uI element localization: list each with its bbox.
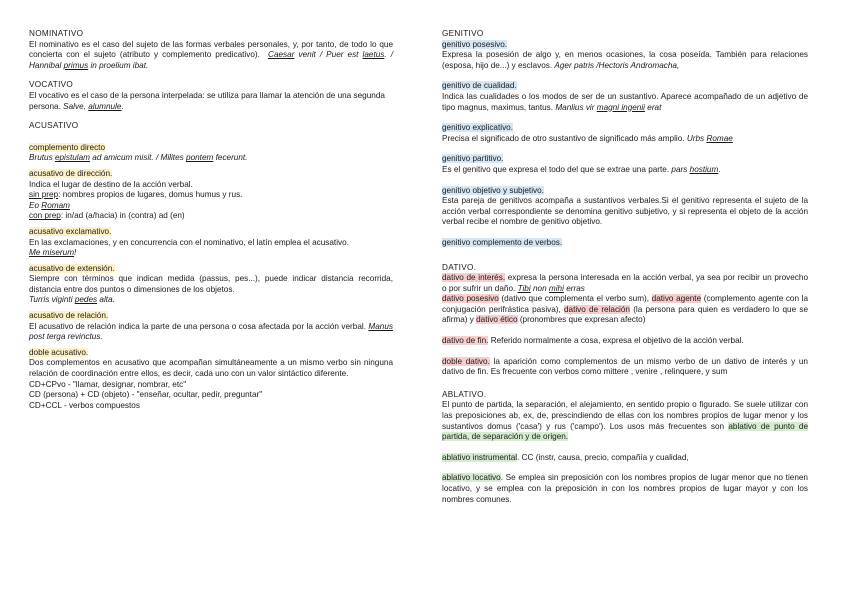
subheading-genitivo-partitivo: genitivo partitivo.	[442, 154, 504, 164]
subheading-dativo-posesivo: dativo posesivo	[442, 294, 499, 304]
subheading-acusativo-relacion: acusativo de relación.	[29, 311, 109, 321]
doble-line: CD+CPvo - "llamar, designar, nombrar, etc"	[29, 379, 187, 389]
extension-text: Siempre con términos que indican medida (passus, pes...), puede indicar distancia recorrida, distancia entre dos puntos o dimensiones de los objetos.	[29, 274, 393, 294]
subheading-genitivo-objetivo-subjetivo: genitivo objetivo y subjetivo.	[442, 185, 544, 195]
section-vocativo	[29, 80, 393, 112]
subheading-genitivo-posesivo: genitivo posesivo.	[442, 39, 508, 49]
subheading-ablativo-instrumental: ablativo instrumental	[442, 452, 518, 462]
subheading-dativo-relacion: dativo de relación	[563, 304, 630, 314]
example-word: alumnule	[88, 101, 122, 111]
subheading-doble-dativo: doble dativo.	[442, 356, 490, 366]
heading-dativo: DATIVO.	[442, 262, 477, 272]
vocativo-text: El vocativo es el caso de la persona interpelada: se utiliza para llamar la atención de una segunda persona. Salve, alumnule.	[29, 90, 385, 111]
section-acusativo: ACUSATIVO complemento directo Brutus epistulam ad amicum misit. / Milites pontem fecerunt. acusativo de dirección. Indica el lugar de destino de la acción verbal. sin prep: nombres propios de lugares, domus humus y rus. Eo Romam con prep: in/ad (a/hacia) in (contra) ad (en) acusativo exclamativo. En las exclamaciones, y en concurrencia con el nominativo, el latín emplea el acusativo. Me miserum! acusativo de extensión. Siempre con términos que indican medida (passus, pes...), puede indicar distancia recorrida, distancia entre dos puntos o dimensiones de los objetos. Turris viginti pedes alta. acusativo de relación. El acusativo de relación indica la parte de una persona o cosa afectada por la acción verbal. Manus post terga revinctus. doble acusativo. Dos complementos en acusativo que acompañan simultáneamente a un mismo verbo sin ninguna relación de coordinación entre ellos, es decir, cada uno con un valor sintáctico diferente. CD+CPvo - "llamar, designar, nombrar, etc" CD (persona) + CD (objeto) - "enseñar, ocultar, pedir, preguntar" CD+CCL - verbos compuestos	[29, 121, 393, 410]
relacion-text: El acusativo de relación indica la parte de una persona o cosa afectada por la acción verbal. Manus post terga revinctus.	[29, 321, 393, 342]
section-ablativo: ABLATIVO. El punto de partida, la separación, el alejamiento, en sentido propio o figurado. Se suele utilizar con las preposiciones ab, ex, de, prescindiendo de ellas con los nombres propios de lugar menor y los sustantivos domus ('casa') y rus ('campo'). Los usos más frecuentes son ablativo de punto de partida, de separación y de origen. ablativo instrumental. CC (instr, causa, precio, compañía y cualidad, ablativo locativo. Se emplea sin preposición con los nombres propios de lugar menor que no tienen locativo, y se emplea con la preposición in con los nombres propios de lugar mayor y con los nombres comunes.	[442, 389, 809, 504]
right-column	[442, 29, 808, 514]
example-word: Caesar	[268, 50, 295, 60]
left-column	[29, 29, 393, 420]
doble-line: CD+CCL - verbos compuestos	[29, 400, 140, 410]
subheading-acusativo-exclamativo: acusativo exclamativo.	[29, 226, 112, 236]
subheading-dativo-interes: dativo de interés.	[442, 273, 506, 283]
heading-genitivo: GENITIVO	[442, 29, 484, 38]
subheading-dativo-etico: dativo ético	[476, 315, 518, 325]
example-word: primus	[63, 60, 89, 70]
section-nominativo	[29, 29, 393, 71]
heading-nominativo: NOMINATIVO	[29, 29, 84, 38]
subheading-acusativo-extension: acusativo de extensión.	[29, 263, 115, 273]
subheading-complemento-directo: complemento directo	[29, 142, 105, 152]
subheading-dativo-agente: dativo agente	[651, 294, 702, 304]
exclamativo-text: En las exclamaciones, y en concurrencia con el nominativo, el latín emplea el acusativo.	[29, 237, 349, 247]
doble-acusativo-text: Dos complementos en acusativo que acompañan simultáneamente a un mismo verbo sin ninguna relación de coordinación entre ellos, es decir, cada uno con un valor sintáctico diferente.	[29, 358, 393, 379]
section-genitivo: GENITIVO genitivo posesivo. Expresa la posesión de algo y, en menos ocasiones, la cosa poseída. También para relaciones (esposa, hijo de...) y esclavos. Ager patris /Hectoris Andromacha, genitivo de cualidad. Indica las cualidades o los modos de ser de un sustantivo. Aparece acompañado de un adjetivo de tipo magnus, maximus, tantus. Manlius vir magni ingenii erat genitivo explicativo. Precisa el significado de otro sustantivo de significado más amplio. Urbs Romae genitivo partitivo. Es el genitivo que expresa el todo del que se extrae una parte. pars hostium. genitivo objetivo y subjetivo. Esta pareja de genitivos acompaña a sustantivos verbales.Si el genitivo representa el sujeto de la acción verbal correspondiente se denomina genitivo subjetivo, y si representa el objeto de la acción verbal recibe el nombre de genitivo objetivo. genitivo complemento de verbos.	[442, 29, 808, 247]
section-dativo: DATIVO. dativo de interés. expresa la persona interesada en la acción verbal, ya sea por recibir un provecho o por sufrir un daño. Tibi non mihi erras dativo posesivo (dativo que complementa el verbo sum), dativo agente (complemento agente con la conjugación perifrástica pasiva), dativo de relación (la persona para quien es verdadero lo que se afirma) y dativo ético (pronombres que expresan afecto) dativo de fin. Referido normalmente a cosa, expresa el objetivo de la acción verbal. doble dativo. la aparición como complementos de un mismo verbo de un dativo de interés y un dativo de fin. Es frecuente con verbos como mittere , venire , relinquere, y sum	[442, 262, 809, 377]
subheading-genitivo-cualidad: genitivo de cualidad.	[442, 81, 517, 91]
subheading-ablativo-locativo: ablativo locativo	[442, 473, 501, 483]
cd-example: Brutus epistulam ad amicum misit. / Milites pontem fecerunt.	[29, 153, 248, 163]
doble-line: CD (persona) + CD (objeto) - "enseñar, ocultar, pedir, preguntar"	[29, 390, 263, 400]
subheading-doble-acusativo: doble acusativo.	[29, 347, 89, 357]
heading-ablativo: ABLATIVO.	[442, 389, 487, 399]
heading-acusativo: ACUSATIVO	[29, 121, 79, 131]
subheading-acusativo-direccion: acusativo de dirección.	[29, 168, 113, 178]
direccion-text: Indica el lugar de destino de la acción verbal.	[29, 179, 193, 189]
heading-vocativo: VOCATIVO	[29, 80, 74, 90]
nominativo-text: El nominativo es el caso del sujeto de las formas verbales personales, y, por tanto, de todo lo que concierta con el sujeto (atributo y complemento predicativo). Caesar venit / Puer est laetus. / Hannibal primus in proelium ibat.	[29, 39, 393, 70]
example-word: laetus	[362, 50, 385, 60]
subheading-genitivo-complemento-verbos: genitivo complemento de verbos.	[442, 237, 563, 247]
subheading-ablativo-separacion: ablativo de punto de partida, de separación y de origen.	[442, 421, 809, 442]
subheading-genitivo-explicativo: genitivo explicativo.	[442, 123, 513, 133]
subheading-dativo-fin: dativo de fin.	[442, 336, 489, 346]
